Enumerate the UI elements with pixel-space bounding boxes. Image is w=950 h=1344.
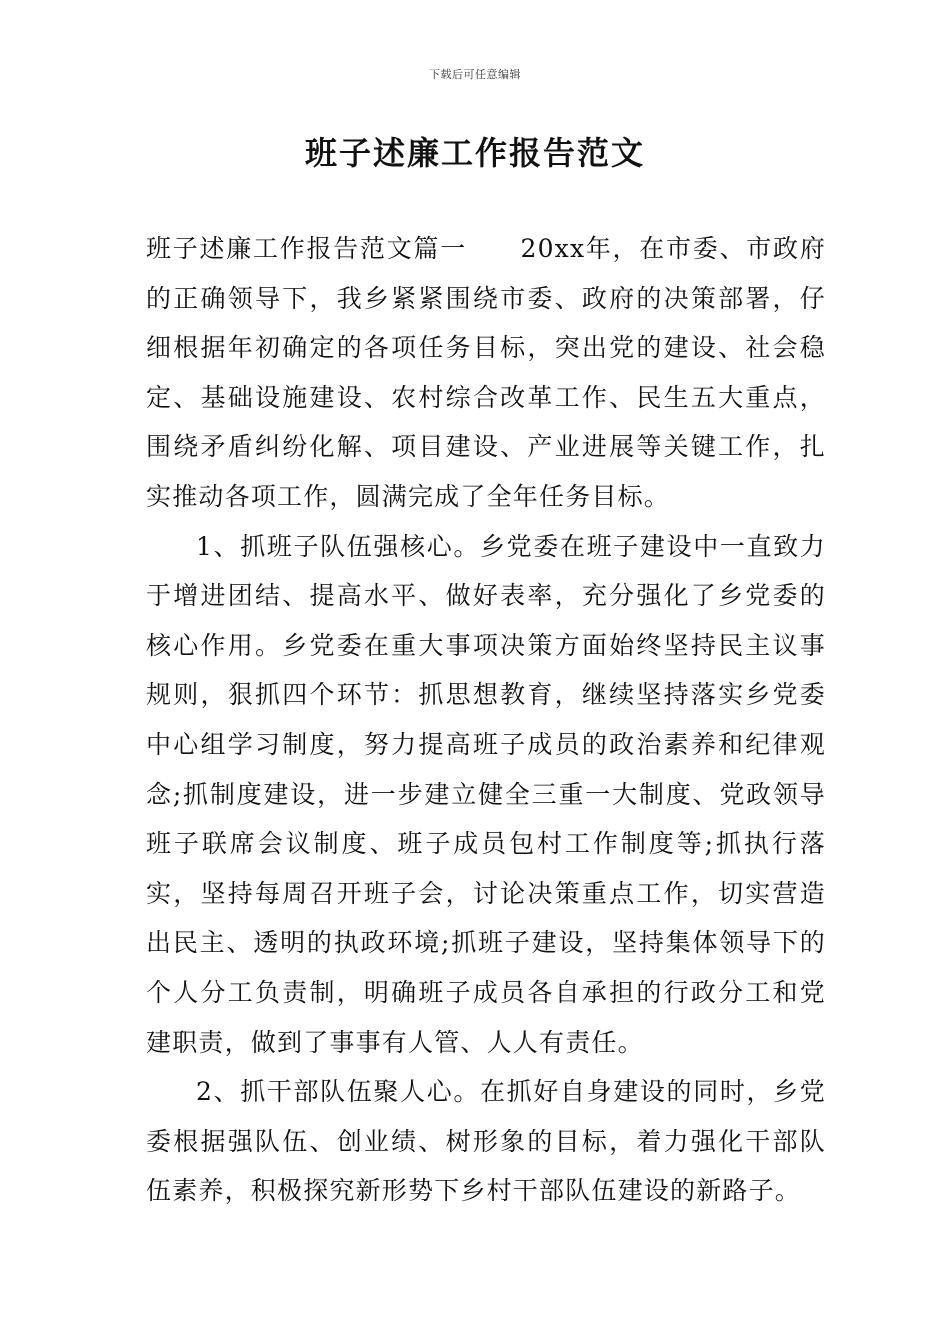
paragraph-item-2: 2、抓干部队伍聚人心。在抓好自身建设的同时，乡党委根据强队伍、创业绩、树形象的目标，着力强化干部队伍素养，积极探究新形势下乡村干部队伍建设的新路子。 [146, 1077, 826, 1206]
document-body [146, 224, 826, 1216]
header-note: 下载后可任意编辑 [429, 68, 521, 81]
document-title: 班子述廉工作报告范文 [304, 134, 645, 172]
paragraph-intro: 班子述廉工作报告范文篇一 20xx年，在市委、市政府的正确领导下，我乡紧紧围绕市委、政府的决策部署，仔细根据年初确定的各项任务目标，突出党的建设、社会稳定、基础设施建设、农村综合改革工作、民生五大重点，围绕矛盾纠纷化解、项目建设、产业进展等关键工作，扎实推动各项工作，圆满完成了全年任务目标。 [146, 234, 826, 511]
paragraph-item-1: 1、抓班子队伍强核心。乡党委在班子建设中一直致力于增进团结、提高水平、做好表率，充分强化了乡党委的核心作用。乡党委在重大事项决策方面始终坚持民主议事规则，狠抓四个环节：抓思想教育，继续坚持落实乡党委中心组学习制度，努力提高班子成员的政治素养和纪律观念;抓制度建设，进一步建立健全三重一大制度、党政领导班子联席会议制度、班子成员包村工作制度等;抓执行落实，坚持每周召开班子会，讨论决策重点工作，切实营造出民主、透明的执政环境;抓班子建设，坚持集体领导下的个人分工负责制，明确班子成员各自承担的行政分工和党建职责，做到了事事有人管、人人有责任。 [146, 531, 826, 1057]
